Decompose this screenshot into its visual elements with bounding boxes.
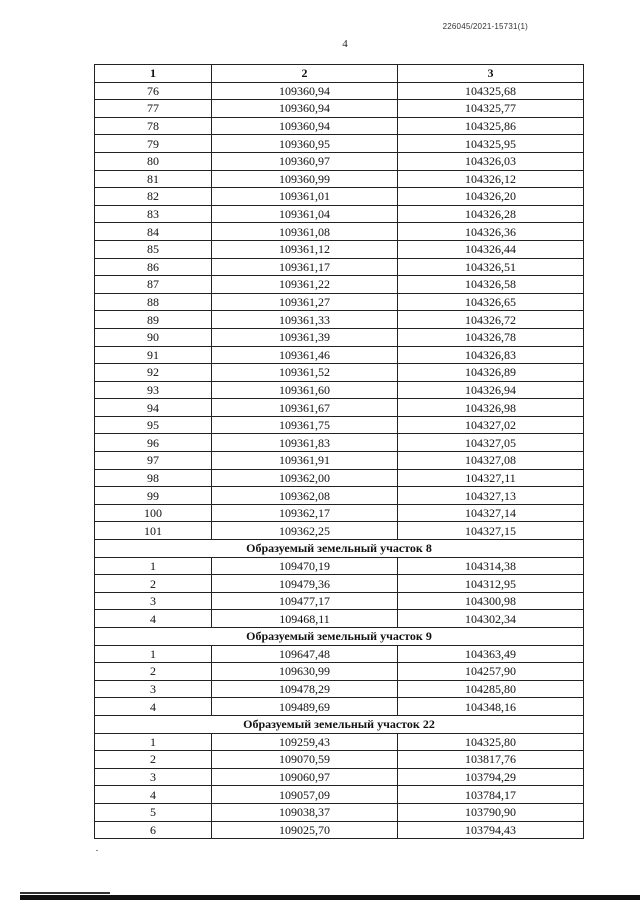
x-coordinate-cell: 109479,36 (212, 575, 398, 593)
point-number-cell: 3 (95, 680, 212, 698)
y-coordinate-cell: 104326,98 (398, 399, 584, 417)
section-row (95, 628, 584, 646)
x-coordinate-cell: 109647,48 (212, 645, 398, 663)
x-coordinate-cell: 109361,60 (212, 381, 398, 399)
y-coordinate-cell: 104312,95 (398, 575, 584, 593)
table-row (95, 434, 584, 452)
x-coordinate-cell: 109489,69 (212, 698, 398, 716)
table-row (95, 452, 584, 470)
x-coordinate-cell: 109630,99 (212, 663, 398, 681)
point-number-cell: 79 (95, 135, 212, 153)
y-coordinate-cell: 104325,68 (398, 82, 584, 100)
point-number-cell: 99 (95, 487, 212, 505)
x-coordinate-cell: 109060,97 (212, 768, 398, 786)
table-row (95, 522, 584, 540)
table-row (95, 698, 584, 716)
bottom-scan-edge (20, 892, 110, 894)
point-number-cell: 101 (95, 522, 212, 540)
document-reference-number: 226045/2021-15731(1) (442, 22, 528, 31)
point-number-cell: 98 (95, 469, 212, 487)
point-number-cell: 2 (95, 663, 212, 681)
y-coordinate-cell: 104348,16 (398, 698, 584, 716)
x-coordinate-cell: 109468,11 (212, 610, 398, 628)
x-coordinate-cell: 109070,59 (212, 751, 398, 769)
table-row (95, 821, 584, 839)
column-header-x-coordinate: 2 (212, 65, 398, 83)
point-number-cell: 1 (95, 733, 212, 751)
point-number-cell: 86 (95, 258, 212, 276)
x-coordinate-cell: 109477,17 (212, 592, 398, 610)
table-row (95, 504, 584, 522)
point-number-cell: 100 (95, 504, 212, 522)
point-number-cell: 83 (95, 205, 212, 223)
point-number-cell: 91 (95, 346, 212, 364)
section-row (95, 540, 584, 558)
y-coordinate-cell: 103790,90 (398, 803, 584, 821)
column-header-y-coordinate: 3 (398, 65, 584, 83)
y-coordinate-cell: 104326,20 (398, 188, 584, 206)
y-coordinate-cell: 104325,80 (398, 733, 584, 751)
x-coordinate-cell: 109361,39 (212, 328, 398, 346)
table-row (95, 258, 584, 276)
table-row (95, 240, 584, 258)
table-row (95, 276, 584, 294)
y-coordinate-cell: 104327,14 (398, 504, 584, 522)
point-number-cell: 87 (95, 276, 212, 294)
y-coordinate-cell: 104302,34 (398, 610, 584, 628)
x-coordinate-cell: 109361,12 (212, 240, 398, 258)
y-coordinate-cell: 104325,77 (398, 100, 584, 118)
table-row (95, 733, 584, 751)
x-coordinate-cell: 109360,94 (212, 100, 398, 118)
scan-mark (96, 850, 98, 851)
y-coordinate-cell: 103784,17 (398, 786, 584, 804)
x-coordinate-cell: 109360,94 (212, 117, 398, 135)
point-number-cell: 85 (95, 240, 212, 258)
point-number-cell: 3 (95, 592, 212, 610)
x-coordinate-cell: 109361,04 (212, 205, 398, 223)
table-row (95, 487, 584, 505)
x-coordinate-cell: 109361,52 (212, 364, 398, 382)
y-coordinate-cell: 104326,44 (398, 240, 584, 258)
section-row (95, 715, 584, 733)
table-row (95, 170, 584, 188)
x-coordinate-cell: 109038,37 (212, 803, 398, 821)
point-number-cell: 88 (95, 293, 212, 311)
table-row (95, 205, 584, 223)
y-coordinate-cell: 104326,51 (398, 258, 584, 276)
y-coordinate-cell: 104363,49 (398, 645, 584, 663)
y-coordinate-cell: 104326,12 (398, 170, 584, 188)
table-row (95, 117, 584, 135)
y-coordinate-cell: 104326,83 (398, 346, 584, 364)
point-number-cell: 3 (95, 768, 212, 786)
x-coordinate-cell: 109361,91 (212, 452, 398, 470)
point-number-cell: 96 (95, 434, 212, 452)
section-title: Образуемый земельный участок 22 (95, 715, 584, 733)
y-coordinate-cell: 104326,89 (398, 364, 584, 382)
y-coordinate-cell: 104327,15 (398, 522, 584, 540)
point-number-cell: 82 (95, 188, 212, 206)
x-coordinate-cell: 109360,94 (212, 82, 398, 100)
y-coordinate-cell: 104314,38 (398, 557, 584, 575)
table-row (95, 557, 584, 575)
table-row (95, 610, 584, 628)
y-coordinate-cell: 104257,90 (398, 663, 584, 681)
point-number-cell: 4 (95, 698, 212, 716)
x-coordinate-cell: 109362,00 (212, 469, 398, 487)
x-coordinate-cell: 109259,43 (212, 733, 398, 751)
table-row (95, 399, 584, 417)
point-number-cell: 4 (95, 786, 212, 804)
header-row (95, 65, 584, 83)
y-coordinate-cell: 104326,03 (398, 152, 584, 170)
table-row (95, 803, 584, 821)
x-coordinate-cell: 109361,08 (212, 223, 398, 241)
y-coordinate-cell: 104327,13 (398, 487, 584, 505)
point-number-cell: 6 (95, 821, 212, 839)
x-coordinate-cell: 109361,75 (212, 416, 398, 434)
table-body (95, 82, 584, 839)
point-number-cell: 80 (95, 152, 212, 170)
point-number-cell: 4 (95, 610, 212, 628)
y-coordinate-cell: 104326,78 (398, 328, 584, 346)
table-row (95, 469, 584, 487)
y-coordinate-cell: 104327,08 (398, 452, 584, 470)
y-coordinate-cell: 104326,94 (398, 381, 584, 399)
table-row (95, 786, 584, 804)
point-number-cell: 93 (95, 381, 212, 399)
y-coordinate-cell: 104327,02 (398, 416, 584, 434)
table-row (95, 680, 584, 698)
point-number-cell: 2 (95, 575, 212, 593)
x-coordinate-cell: 109360,97 (212, 152, 398, 170)
x-coordinate-cell: 109478,29 (212, 680, 398, 698)
x-coordinate-cell: 109362,08 (212, 487, 398, 505)
table-row (95, 188, 584, 206)
x-coordinate-cell: 109361,46 (212, 346, 398, 364)
x-coordinate-cell: 109470,19 (212, 557, 398, 575)
y-coordinate-cell: 104326,58 (398, 276, 584, 294)
point-number-cell: 94 (95, 399, 212, 417)
table-row (95, 416, 584, 434)
y-coordinate-cell: 103817,76 (398, 751, 584, 769)
point-number-cell: 97 (95, 452, 212, 470)
y-coordinate-cell: 104327,11 (398, 469, 584, 487)
point-number-cell: 1 (95, 645, 212, 663)
y-coordinate-cell: 103794,43 (398, 821, 584, 839)
table-row (95, 575, 584, 593)
table-row (95, 381, 584, 399)
point-number-cell: 76 (95, 82, 212, 100)
x-coordinate-cell: 109361,22 (212, 276, 398, 294)
x-coordinate-cell: 109361,27 (212, 293, 398, 311)
x-coordinate-cell: 109361,17 (212, 258, 398, 276)
point-number-cell: 1 (95, 557, 212, 575)
table-row (95, 152, 584, 170)
table-header (95, 65, 584, 83)
table-row (95, 311, 584, 329)
y-coordinate-cell: 104326,36 (398, 223, 584, 241)
table-row (95, 293, 584, 311)
point-number-cell: 95 (95, 416, 212, 434)
point-number-cell: 78 (95, 117, 212, 135)
table-row (95, 645, 584, 663)
point-number-cell: 81 (95, 170, 212, 188)
x-coordinate-cell: 109361,83 (212, 434, 398, 452)
page-number: 4 (342, 38, 348, 50)
column-header-point-number: 1 (95, 65, 212, 83)
table-row (95, 592, 584, 610)
y-coordinate-cell: 104326,28 (398, 205, 584, 223)
section-title: Образуемый земельный участок 9 (95, 628, 584, 646)
table-row (95, 82, 584, 100)
y-coordinate-cell: 104327,05 (398, 434, 584, 452)
table-row (95, 751, 584, 769)
table-row (95, 364, 584, 382)
table-row (95, 100, 584, 118)
table-row (95, 223, 584, 241)
x-coordinate-cell: 109361,01 (212, 188, 398, 206)
point-number-cell: 89 (95, 311, 212, 329)
coordinates-table (94, 64, 584, 839)
y-coordinate-cell: 104326,65 (398, 293, 584, 311)
x-coordinate-cell: 109360,95 (212, 135, 398, 153)
table-row (95, 346, 584, 364)
x-coordinate-cell: 109362,17 (212, 504, 398, 522)
y-coordinate-cell: 104326,72 (398, 311, 584, 329)
section-title: Образуемый земельный участок 8 (95, 540, 584, 558)
point-number-cell: 77 (95, 100, 212, 118)
y-coordinate-cell: 104325,95 (398, 135, 584, 153)
point-number-cell: 90 (95, 328, 212, 346)
table-row (95, 663, 584, 681)
x-coordinate-cell: 109361,33 (212, 311, 398, 329)
point-number-cell: 92 (95, 364, 212, 382)
y-coordinate-cell: 103794,29 (398, 768, 584, 786)
table-row (95, 328, 584, 346)
point-number-cell: 84 (95, 223, 212, 241)
x-coordinate-cell: 109360,99 (212, 170, 398, 188)
point-number-cell: 2 (95, 751, 212, 769)
table-row (95, 135, 584, 153)
y-coordinate-cell: 104285,80 (398, 680, 584, 698)
bottom-scan-border (20, 895, 640, 900)
x-coordinate-cell: 109057,09 (212, 786, 398, 804)
point-number-cell: 5 (95, 803, 212, 821)
x-coordinate-cell: 109025,70 (212, 821, 398, 839)
x-coordinate-cell: 109361,67 (212, 399, 398, 417)
table-row (95, 768, 584, 786)
y-coordinate-cell: 104325,86 (398, 117, 584, 135)
y-coordinate-cell: 104300,98 (398, 592, 584, 610)
x-coordinate-cell: 109362,25 (212, 522, 398, 540)
